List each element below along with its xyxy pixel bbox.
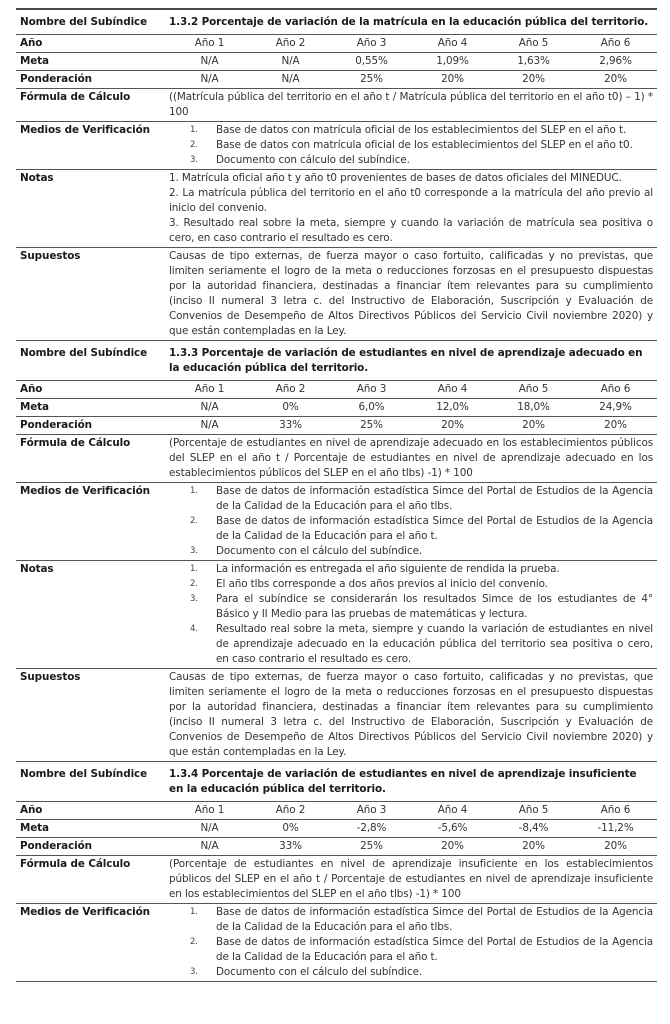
- meta-value: -11,2%: [574, 820, 657, 838]
- nota-item: 1. Matrícula oficial año t y año t0 provenientes de bases de datos oficiales del MINEDUC.: [169, 172, 622, 184]
- label-formula: Fórmula de Cálculo: [16, 435, 169, 483]
- year-1: Año 1: [169, 35, 250, 53]
- year-4: Año 4: [412, 35, 493, 53]
- ponderacion-value: 25%: [331, 417, 412, 435]
- subindice-table-1-3-4: [16, 761, 657, 982]
- label-ponderacion: Ponderación: [16, 838, 169, 856]
- year-1: Año 1: [169, 381, 250, 399]
- row-formula: [16, 856, 657, 904]
- year-2: Año 2: [250, 35, 331, 53]
- ponderacion-value: 20%: [412, 838, 493, 856]
- year-6: Año 6: [574, 35, 657, 53]
- ponderacion-value: N/A: [169, 71, 250, 89]
- meta-value: N/A: [169, 53, 250, 71]
- row-ponderacion: [16, 838, 657, 856]
- ponderacion-value: 25%: [331, 838, 412, 856]
- row-formula: [16, 435, 657, 483]
- row-medios: [16, 904, 657, 982]
- year-6: Año 6: [574, 381, 657, 399]
- label-formula: Fórmula de Cálculo: [16, 856, 169, 904]
- row-nombre: [16, 9, 657, 35]
- subindice-title: 1.3.2 Porcentaje de variación de la matrícula en la educación pública del territorio.: [169, 9, 657, 35]
- year-4: Año 4: [412, 802, 493, 820]
- meta-value: N/A: [169, 399, 250, 417]
- list-item: 3. Documento con el cálculo del subíndice.: [190, 545, 423, 557]
- year-5: Año 5: [493, 35, 574, 53]
- year-6: Año 6: [574, 802, 657, 820]
- list-item: 3. Para el subíndice se considerarán los resultados Simce de los estudiantes de 4° Básico y II Medio para las pruebas de matemáticas y lectura.: [190, 593, 654, 620]
- year-3: Año 3: [331, 35, 412, 53]
- meta-value: N/A: [169, 820, 250, 838]
- meta-value: 2,96%: [574, 53, 657, 71]
- label-nombre: Nombre del Subíndice: [16, 9, 169, 35]
- ponderacion-value: 33%: [250, 838, 331, 856]
- row-anio: [16, 381, 657, 399]
- ponderacion-value: 20%: [574, 417, 657, 435]
- formula-text: ((Matrícula pública del territorio en el año t / Matrícula pública del territorio en el año t0) – 1) * 100: [169, 89, 657, 122]
- ponderacion-value: N/A: [250, 71, 331, 89]
- label-anio: Año: [16, 35, 169, 53]
- year-2: Año 2: [250, 381, 331, 399]
- row-meta: [16, 53, 657, 71]
- ponderacion-value: N/A: [169, 838, 250, 856]
- ponderacion-value: 20%: [412, 417, 493, 435]
- row-nombre: [16, 341, 657, 381]
- meta-value: -2,8%: [331, 820, 412, 838]
- row-notas: [16, 561, 657, 669]
- ponderacion-value: 20%: [574, 838, 657, 856]
- subindice-title: 1.3.4 Porcentaje de variación de estudiantes en nivel de aprendizaje insuficiente en la educación pública del territorio.: [169, 762, 657, 802]
- ponderacion-value: 33%: [250, 417, 331, 435]
- list-item: 3. Documento con cálculo del subíndice.: [190, 154, 410, 166]
- nota-item: 3. Resultado real sobre la meta, siempre y cuando la variación de matrícula sea positiva o cero, en caso contrario el resultado es cero.: [169, 217, 654, 244]
- medios-cell: [169, 904, 657, 982]
- ponderacion-value: 20%: [493, 838, 574, 856]
- ponderacion-value: 25%: [331, 71, 412, 89]
- year-1: Año 1: [169, 802, 250, 820]
- row-supuestos: [16, 248, 657, 341]
- notas-list: [169, 562, 657, 667]
- label-meta: Meta: [16, 53, 169, 71]
- label-formula: Fórmula de Cálculo: [16, 89, 169, 122]
- label-anio: Año: [16, 802, 169, 820]
- label-meta: Meta: [16, 820, 169, 838]
- list-item: 4. Resultado real sobre la meta, siempre y cuando la variación de estudiantes en nivel de aprendizaje adecuado en la educación pública del territorio sea positiva o cero, en caso contrario el resultado es cero.: [190, 623, 654, 665]
- year-3: Año 3: [331, 802, 412, 820]
- meta-value: 12,0%: [412, 399, 493, 417]
- ponderacion-value: 20%: [493, 71, 574, 89]
- medios-cell: [169, 122, 657, 170]
- list-item: 1. Base de datos de información estadística Simce del Portal de Estudios de la Agencia de la Calidad de la Educación para el año tlbs.: [190, 906, 654, 933]
- nota-item: 2. La matrícula pública del territorio en el año t0 corresponde a la matrícula del año previo al inicio del convenio.: [169, 187, 654, 214]
- meta-value: 18,0%: [493, 399, 574, 417]
- year-3: Año 3: [331, 381, 412, 399]
- row-anio: [16, 35, 657, 53]
- row-formula: [16, 89, 657, 122]
- list-item: 1. Base de datos con matrícula oficial de los establecimientos del SLEP en el año t.: [190, 124, 627, 136]
- medios-list: [169, 905, 657, 980]
- row-supuestos: [16, 669, 657, 762]
- formula-text: (Porcentaje de estudiantes en nivel de aprendizaje insuficiente en los establecimientos públicos del SLEP en el año t / Porcentaje de estudiantes en nivel de aprendizaje insuficiente en los establecimientos del SLEP en el año tlbs) -1) * 100: [169, 856, 657, 904]
- label-ponderacion: Ponderación: [16, 417, 169, 435]
- meta-value: 0%: [250, 399, 331, 417]
- meta-value: 1,09%: [412, 53, 493, 71]
- meta-value: 6,0%: [331, 399, 412, 417]
- ponderacion-value: 20%: [412, 71, 493, 89]
- meta-value: -8,4%: [493, 820, 574, 838]
- label-meta: Meta: [16, 399, 169, 417]
- medios-cell: [169, 483, 657, 561]
- ponderacion-value: 20%: [574, 71, 657, 89]
- list-item: 2. Base de datos con matrícula oficial de los establecimientos del SLEP en el año t0.: [190, 139, 633, 151]
- label-medios: Medios de Verificación: [16, 483, 169, 561]
- notas-cell: [169, 561, 657, 669]
- label-medios: Medios de Verificación: [16, 904, 169, 982]
- meta-value: 1,63%: [493, 53, 574, 71]
- row-meta: [16, 399, 657, 417]
- row-medios: [16, 122, 657, 170]
- row-meta: [16, 820, 657, 838]
- label-nombre: Nombre del Subíndice: [16, 762, 169, 802]
- list-item: 2. El año tlbs corresponde a dos años previos al inicio del convenio.: [190, 578, 548, 590]
- list-item: 3. Documento con el cálculo del subíndice.: [190, 966, 423, 978]
- label-supuestos: Supuestos: [16, 669, 169, 762]
- subindice-title: 1.3.3 Porcentaje de variación de estudiantes en nivel de aprendizaje adecuado en la educación pública del territorio.: [169, 341, 657, 381]
- row-medios: [16, 483, 657, 561]
- supuestos-text: Causas de tipo externas, de fuerza mayor o caso fortuito, calificadas y no previstas, que limiten seriamente el logro de la meta o reducciones forzosas en el presupuesto dispuestas por la autoridad financiera, destinadas a financiar ítem relevantes para su cumplimiento (inciso II numeral 3 letra c. del Instructivo de Elaboración, Suscripción y Evaluación de Convenios de Desempeño de Altos Directivos Públicos del Servicio Civil noviembre 2020) y que están contempladas en la Ley.: [169, 248, 657, 341]
- year-4: Año 4: [412, 381, 493, 399]
- year-2: Año 2: [250, 802, 331, 820]
- medios-list: [169, 484, 657, 559]
- ponderacion-value: 20%: [493, 417, 574, 435]
- list-item: 1. Base de datos de información estadística Simce del Portal de Estudios de la Agencia de la Calidad de la Educación para el año tlbs.: [190, 485, 654, 512]
- year-5: Año 5: [493, 381, 574, 399]
- ponderacion-value: N/A: [169, 417, 250, 435]
- year-5: Año 5: [493, 802, 574, 820]
- meta-value: -5,6%: [412, 820, 493, 838]
- label-medios: Medios de Verificación: [16, 122, 169, 170]
- meta-value: 0,55%: [331, 53, 412, 71]
- row-ponderacion: [16, 71, 657, 89]
- list-item: 2. Base de datos de información estadística Simce del Portal de Estudios de la Agencia de la Calidad de la Educación para el año t.: [190, 936, 654, 963]
- row-notas: [16, 170, 657, 248]
- label-anio: Año: [16, 381, 169, 399]
- row-nombre: [16, 762, 657, 802]
- label-supuestos: Supuestos: [16, 248, 169, 341]
- subindice-table-1-3-3: [16, 340, 657, 761]
- meta-value: N/A: [250, 53, 331, 71]
- list-item: 1. La información es entregada el año siguiente de rendida la prueba.: [190, 563, 560, 575]
- row-ponderacion: [16, 417, 657, 435]
- label-notas: Notas: [16, 561, 169, 669]
- list-item: 2. Base de datos de información estadística Simce del Portal de Estudios de la Agencia de la Calidad de la Educación para el año t.: [190, 515, 654, 542]
- label-ponderacion: Ponderación: [16, 71, 169, 89]
- meta-value: 0%: [250, 820, 331, 838]
- medios-list: [169, 123, 657, 168]
- subindice-table-1-3-2: [16, 8, 657, 340]
- notas-cell: [169, 170, 657, 248]
- label-notas: Notas: [16, 170, 169, 248]
- row-anio: [16, 802, 657, 820]
- label-nombre: Nombre del Subíndice: [16, 341, 169, 381]
- formula-text: (Porcentaje de estudiantes en nivel de aprendizaje adecuado en los establecimientos públicos del SLEP en el año t / Porcentaje de estudiantes en nivel de aprendizaje adecuado en los establecimientos públicos del SLEP en el año tlbs) -1) * 100: [169, 435, 657, 483]
- meta-value: 24,9%: [574, 399, 657, 417]
- supuestos-text: Causas de tipo externas, de fuerza mayor o caso fortuito, calificadas y no previstas, que limiten seriamente el logro de la meta o reducciones forzosas en el presupuesto dispuestas por la autoridad financiera, destinadas a financiar ítem relevantes para su cumplimiento (inciso II numeral 3 letra c. del Instructivo de Elaboración, Suscripción y Evaluación de Convenios de Desempeño de Altos Directivos Públicos del Servicio Civil noviembre 2020) y que están contempladas en la Ley.: [169, 669, 657, 762]
